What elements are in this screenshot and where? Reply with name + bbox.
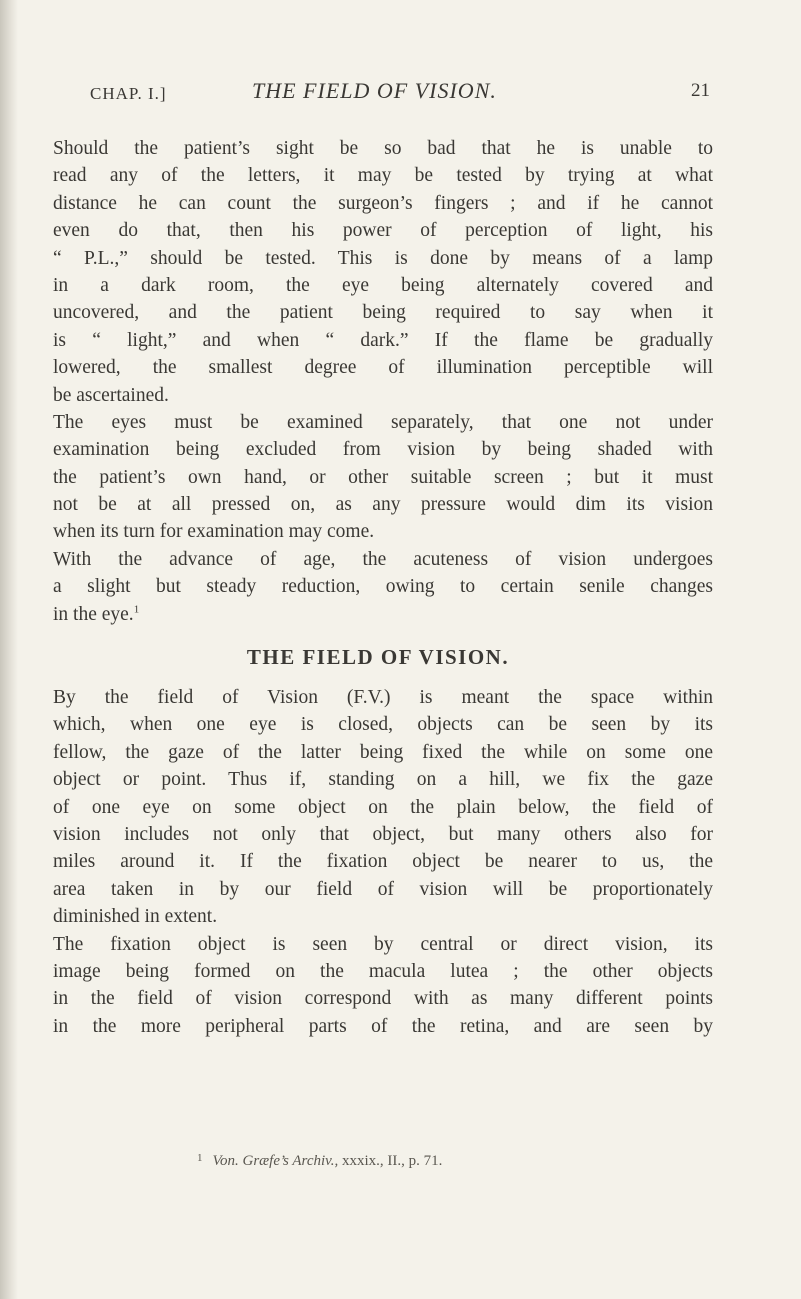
page-number: 21 xyxy=(691,80,710,101)
body-text xyxy=(53,135,713,1040)
text-line: With the advance of age, the acuteness of vision undergoes xyxy=(53,548,713,570)
footnote-mark: 1 xyxy=(197,1152,203,1164)
text-line: even do that, then his power of perception of light, his xyxy=(53,220,713,242)
page-header-title: THE FIELD OF VISION. xyxy=(252,78,497,103)
text-line: lowered, the smallest degree of illumination perceptible will xyxy=(53,357,713,379)
footnote-source: Von. Græfe’s Archiv., xyxy=(212,1153,339,1169)
text-line: the patient’s own hand, or other suitable screen ; but it must xyxy=(53,466,713,488)
text-line: The eyes must be examined separately, that one not under xyxy=(53,411,713,433)
paragraph xyxy=(53,409,713,546)
text-line: which, when one eye is closed, objects can be seen by its xyxy=(53,714,713,736)
text-line: a slight but steady reduction, owing to certain senile changes xyxy=(53,576,713,598)
text-line: miles around it. If the fixation object be nearer to us, the xyxy=(53,851,713,873)
text-line: area taken in by our field of vision will be proportionately xyxy=(53,878,713,900)
section-heading: THE FIELD OF VISION. xyxy=(246,645,510,670)
text-line-content: in the eye. xyxy=(53,603,134,625)
text-line: examination being excluded from vision by being shaded with xyxy=(53,439,713,461)
chapter-label: CHAP. I.] xyxy=(90,84,167,103)
paragraph xyxy=(53,546,713,628)
page-binding-shadow xyxy=(0,0,18,1299)
text-line: when its turn for examination may come. xyxy=(53,521,375,543)
text-line xyxy=(53,601,713,628)
footnote-reference: 1 xyxy=(133,603,140,616)
text-line: be ascertained. xyxy=(53,384,169,406)
text-line: By the field of Vision (F.V.) is meant the space within xyxy=(53,687,713,709)
text-line: fellow, the gaze of the latter being fixed the while on some one xyxy=(53,741,713,763)
text-line: in a dark room, the eye being alternately covered and xyxy=(53,274,713,296)
text-line: image being formed on the macula lutea ; the other objects xyxy=(53,960,713,982)
text-line: “ P.L.,” should be tested. This is done by means of a lamp xyxy=(53,247,713,269)
text-line: not be at all pressed on, as any pressure would dim its vision xyxy=(53,494,713,516)
footnote-citation: xxxix., II., p. 71. xyxy=(341,1153,443,1169)
paragraph xyxy=(53,684,713,931)
text-line: object or point. Thus if, standing on a hill, we fix the gaze xyxy=(53,769,713,791)
text-line: The fixation object is seen by central or direct vision, its xyxy=(53,933,713,955)
text-line: of one eye on some object on the plain below, the field of xyxy=(53,796,713,818)
text-line: read any of the letters, it may be tested by trying at what xyxy=(53,165,713,187)
footnote xyxy=(197,1152,442,1170)
text-line: uncovered, and the patient being required to say when it xyxy=(53,302,713,324)
paragraph xyxy=(53,135,713,409)
text-line: in the more peripheral parts of the retina, and are seen by xyxy=(53,1015,713,1037)
text-line: Should the patient’s sight be so bad that he is unable to xyxy=(53,138,713,159)
text-line: distance he can count the surgeon’s fingers ; and if he cannot xyxy=(53,192,713,214)
paragraph xyxy=(53,931,713,1041)
text-line: diminished in extent. xyxy=(53,906,218,928)
text-line: is “ light,” and when “ dark.” If the flame be gradually xyxy=(53,329,713,351)
text-line: vision includes not only that object, but many others also for xyxy=(53,823,713,845)
running-head xyxy=(90,78,710,108)
text-line: in the field of vision correspond with as many different points xyxy=(53,988,713,1010)
